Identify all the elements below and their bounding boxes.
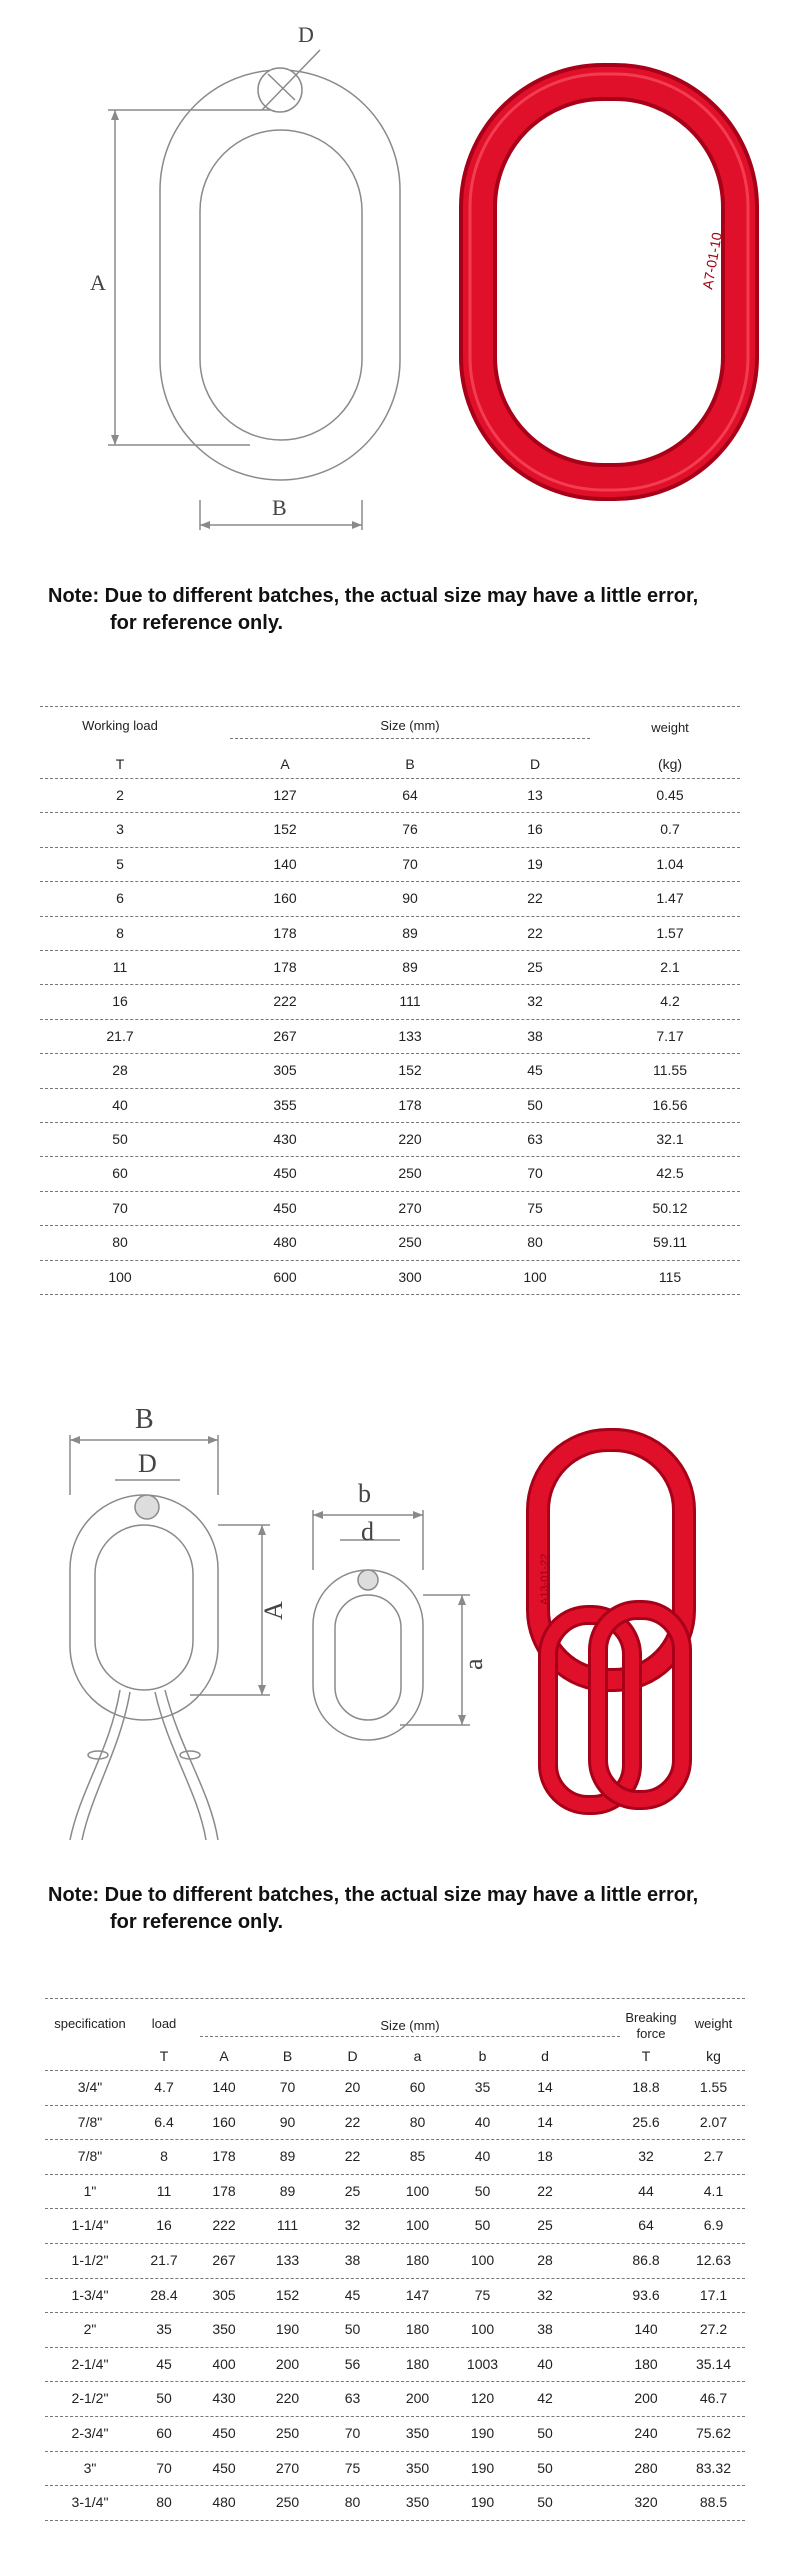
table-row bbox=[40, 812, 740, 847]
table-cell: 127 bbox=[273, 787, 297, 803]
table-cell: 160 bbox=[212, 2113, 236, 2130]
note-line1: Due to different batches, the actual size may have a little error, bbox=[104, 585, 699, 607]
table-cell: 178 bbox=[212, 2182, 236, 2199]
table-cell: 4.1 bbox=[703, 2182, 724, 2199]
table-cell: 42.5 bbox=[656, 1165, 684, 1182]
table-row bbox=[45, 2174, 745, 2210]
table-cell: 2.07 bbox=[699, 2113, 728, 2130]
table-row bbox=[40, 1191, 740, 1226]
table-cell: 2" bbox=[83, 2321, 97, 2338]
subheader-cell: b bbox=[478, 2048, 487, 2064]
table-cell: 1.55 bbox=[699, 2079, 728, 2095]
table-cell: 178 bbox=[212, 2148, 236, 2165]
table-cell: 35 bbox=[156, 2321, 172, 2338]
master-link-assembly-photo bbox=[538, 1440, 684, 1805]
table-cell: 250 bbox=[275, 2425, 300, 2441]
master-link-photo bbox=[470, 74, 748, 490]
table-cell: 300 bbox=[398, 1268, 422, 1285]
table-cell: 16 bbox=[527, 821, 543, 838]
table-row bbox=[40, 1225, 740, 1260]
note2-line1: Due to different batches, the actual size may have a little error, bbox=[104, 1884, 699, 1906]
table-cell: 89 bbox=[402, 924, 418, 941]
table-cell: 32 bbox=[638, 2148, 654, 2165]
table-cell: 70 bbox=[279, 2079, 296, 2095]
table-cell: 50.12 bbox=[652, 1199, 688, 1216]
table-cell: 4.7 bbox=[154, 2079, 174, 2095]
table-cell: 270 bbox=[275, 2459, 300, 2476]
table-cell: 70 bbox=[344, 2425, 361, 2441]
table-cell: 50 bbox=[474, 2217, 491, 2234]
dim-label-D: D bbox=[298, 22, 314, 47]
col2-weight: weight bbox=[694, 2016, 733, 2031]
table-cell: 64 bbox=[402, 787, 418, 803]
table-cell: 32 bbox=[537, 2286, 553, 2303]
note2-prefix: Note: bbox=[48, 1884, 100, 1906]
col2-size: Size (mm) bbox=[380, 2018, 440, 2033]
table-row bbox=[45, 2278, 745, 2314]
stamp-text-2: A13-01-22 bbox=[539, 1553, 551, 1605]
table-cell: 222 bbox=[212, 2217, 236, 2234]
table-cell: 250 bbox=[398, 1165, 422, 1182]
table-cell: 35 bbox=[474, 2079, 491, 2095]
table-cell: 190 bbox=[470, 2459, 495, 2476]
table-cell: 42 bbox=[537, 2390, 553, 2407]
table-cell: 22 bbox=[344, 2113, 361, 2130]
table-cell: 0.45 bbox=[656, 787, 684, 803]
table-cell: 200 bbox=[634, 2390, 658, 2407]
table-cell: 8 bbox=[160, 2148, 168, 2165]
table-cell: 152 bbox=[398, 1062, 422, 1079]
dim-label-B: B bbox=[272, 495, 287, 520]
table2-subheader bbox=[45, 2044, 745, 2068]
table-cell: 2 bbox=[116, 787, 124, 803]
table-cell: 89 bbox=[402, 959, 418, 975]
dim2-label-B: B bbox=[135, 1404, 154, 1435]
table-cell: 90 bbox=[279, 2113, 296, 2130]
table-cell: 120 bbox=[470, 2390, 495, 2407]
table-cell: 50 bbox=[344, 2321, 361, 2338]
table-row bbox=[40, 1053, 740, 1088]
table-cell: 38 bbox=[537, 2321, 553, 2338]
table-cell: 350 bbox=[405, 2459, 430, 2476]
subheader-cell: T bbox=[641, 2048, 651, 2064]
table-cell: 3 bbox=[116, 821, 124, 838]
table-row bbox=[40, 984, 740, 1019]
spec-table-1 bbox=[40, 706, 740, 1306]
table-cell: 140 bbox=[212, 2079, 236, 2095]
table-cell: 90 bbox=[402, 890, 418, 907]
table-cell: 25.6 bbox=[632, 2113, 660, 2130]
table-cell: 100 bbox=[108, 1268, 132, 1285]
table-cell: 4.2 bbox=[660, 993, 680, 1010]
table-cell: 450 bbox=[273, 1199, 297, 1216]
table-cell: 93.6 bbox=[632, 2286, 660, 2303]
table-cell: 2-1/2" bbox=[71, 2390, 109, 2407]
table-cell: 115 bbox=[658, 1268, 682, 1285]
table-cell: 200 bbox=[405, 2390, 430, 2407]
col2-breaking-2: force bbox=[636, 2026, 666, 2041]
table-cell: 0.7 bbox=[660, 821, 680, 838]
subheader-cell: A bbox=[280, 756, 290, 772]
table-cell: 190 bbox=[470, 2425, 495, 2441]
spec-table-2 bbox=[45, 1998, 745, 2548]
col2-load: load bbox=[151, 2016, 177, 2031]
table-cell: 1.47 bbox=[656, 890, 684, 907]
table-cell: 1-3/4" bbox=[71, 2286, 109, 2303]
inner-outline bbox=[200, 130, 362, 440]
table-cell: 35.14 bbox=[695, 2355, 732, 2372]
table-cell: 430 bbox=[212, 2390, 236, 2407]
table-cell: 13 bbox=[527, 787, 543, 803]
master-link-diagram bbox=[0, 0, 790, 560]
dim2-label-D: D bbox=[138, 1449, 157, 1478]
table-cell: 16.56 bbox=[652, 1096, 688, 1113]
table-cell: 2.1 bbox=[660, 959, 680, 975]
table-cell: 6 bbox=[116, 890, 124, 907]
note-line2: for reference only. bbox=[110, 612, 284, 634]
table-row bbox=[40, 778, 740, 813]
table-row bbox=[40, 916, 740, 951]
table-cell: 70 bbox=[527, 1165, 543, 1182]
table-cell: 350 bbox=[405, 2494, 430, 2511]
table-cell: 25 bbox=[537, 2217, 553, 2234]
table-cell: 305 bbox=[212, 2286, 236, 2303]
table-cell: 22 bbox=[537, 2182, 553, 2199]
table-row bbox=[45, 2381, 745, 2417]
table-cell: 1.57 bbox=[656, 924, 684, 941]
table-cell: 1.04 bbox=[656, 855, 684, 872]
table-cell: 27.2 bbox=[699, 2321, 728, 2338]
note-1 bbox=[48, 583, 698, 637]
note-2 bbox=[48, 1882, 698, 1936]
subheader-cell: T bbox=[159, 2048, 169, 2064]
table-cell: 8 bbox=[116, 924, 124, 941]
table-row bbox=[45, 2416, 745, 2452]
table-cell: 600 bbox=[273, 1268, 297, 1285]
table-row bbox=[45, 2243, 745, 2279]
table-row bbox=[45, 2347, 745, 2383]
table-cell: 83.32 bbox=[695, 2459, 732, 2476]
table-cell: 17.1 bbox=[699, 2286, 728, 2303]
table-row bbox=[40, 1019, 740, 1054]
table-cell: 22 bbox=[344, 2148, 361, 2165]
table-row bbox=[45, 2451, 745, 2487]
table-cell: 50 bbox=[474, 2182, 491, 2199]
col2-breaking-1: Breaking bbox=[625, 2010, 677, 2025]
table-cell: 75 bbox=[344, 2459, 361, 2476]
table-cell: 60 bbox=[112, 1165, 128, 1182]
table-cell: 280 bbox=[634, 2459, 658, 2476]
table-cell: 21.7 bbox=[106, 1027, 134, 1044]
table-cell: 11.55 bbox=[653, 1062, 687, 1079]
table-cell: 60 bbox=[409, 2079, 426, 2095]
col-working-load: Working load bbox=[82, 718, 158, 733]
table-cell: 3/4" bbox=[77, 2079, 103, 2095]
table-cell: 133 bbox=[275, 2252, 300, 2268]
table-cell: 75 bbox=[527, 1199, 543, 1216]
table-cell: 50 bbox=[112, 1131, 128, 1147]
table-cell: 430 bbox=[273, 1131, 297, 1147]
table-cell: 350 bbox=[405, 2425, 430, 2441]
table-cell: 50 bbox=[537, 2494, 553, 2511]
table-cell: 6.9 bbox=[703, 2217, 724, 2234]
dim2-label-a: a bbox=[459, 1658, 488, 1670]
table-cell: 44 bbox=[638, 2182, 654, 2199]
table-cell: 75.62 bbox=[695, 2425, 732, 2441]
table-cell: 28 bbox=[537, 2252, 553, 2268]
subheader-cell: B bbox=[282, 2048, 293, 2064]
table-row bbox=[40, 950, 740, 985]
table-cell: 267 bbox=[212, 2252, 236, 2268]
table-cell: 140 bbox=[634, 2321, 658, 2338]
table-cell: 80 bbox=[409, 2113, 426, 2130]
table-cell: 152 bbox=[273, 821, 297, 838]
table-cell: 80 bbox=[527, 1234, 543, 1251]
subheader-cell: (kg) bbox=[657, 756, 683, 772]
table-cell: 80 bbox=[112, 1234, 128, 1251]
table-cell: 267 bbox=[273, 1027, 297, 1044]
table-row bbox=[40, 1260, 740, 1295]
table-cell: 250 bbox=[398, 1234, 422, 1251]
table-cell: 50 bbox=[527, 1096, 543, 1113]
table-cell: 7/8" bbox=[77, 2113, 103, 2130]
table-cell: 45 bbox=[344, 2286, 361, 2303]
table-cell: 56 bbox=[344, 2355, 361, 2372]
table-cell: 160 bbox=[273, 890, 297, 907]
dim2-label-d: d bbox=[361, 1517, 374, 1546]
table-cell: 46.7 bbox=[699, 2390, 728, 2407]
table-cell: 40 bbox=[112, 1096, 128, 1113]
table-cell: 270 bbox=[398, 1199, 422, 1216]
table-cell: 2-1/4" bbox=[71, 2355, 109, 2372]
table-cell: 1-1/2" bbox=[71, 2252, 109, 2268]
table-cell: 14 bbox=[537, 2079, 553, 2095]
table-cell: 6.4 bbox=[154, 2113, 174, 2130]
table-cell: 25 bbox=[344, 2182, 361, 2199]
table-cell: 152 bbox=[275, 2286, 300, 2303]
table-cell: 14 bbox=[537, 2113, 553, 2130]
table-cell: 180 bbox=[405, 2355, 430, 2372]
table-cell: 400 bbox=[212, 2355, 236, 2372]
table-row bbox=[40, 1156, 740, 1191]
subheader-cell: B bbox=[405, 756, 415, 772]
table-cell: 178 bbox=[273, 924, 297, 941]
table-cell: 21.7 bbox=[150, 2252, 178, 2268]
subheader-cell: T bbox=[115, 756, 125, 772]
table-cell: 111 bbox=[276, 2217, 299, 2234]
table-cell: 25 bbox=[527, 959, 543, 975]
note-prefix: Note: bbox=[48, 585, 100, 607]
table-row bbox=[45, 2485, 745, 2521]
table-cell: 180 bbox=[405, 2252, 430, 2268]
table-cell: 1-1/4" bbox=[71, 2217, 109, 2234]
table-cell: 38 bbox=[527, 1027, 543, 1044]
table-cell: 100 bbox=[405, 2182, 430, 2199]
table-cell: 100 bbox=[470, 2321, 495, 2338]
stamp-text: A7-01-10 bbox=[699, 231, 725, 291]
table-cell: 111 bbox=[399, 993, 421, 1010]
table-cell: 45 bbox=[156, 2355, 172, 2372]
table-cell: 100 bbox=[405, 2217, 430, 2234]
outer-outline bbox=[160, 70, 400, 480]
table-cell: 80 bbox=[344, 2494, 361, 2511]
table-cell: 1" bbox=[83, 2182, 97, 2199]
note2-line2: for reference only. bbox=[110, 1911, 284, 1933]
table-row bbox=[40, 881, 740, 916]
table-cell: 11 bbox=[112, 959, 128, 975]
col2-specification: specification bbox=[54, 2016, 126, 2031]
table-cell: 222 bbox=[273, 993, 297, 1010]
table-cell: 32 bbox=[344, 2217, 361, 2234]
table-cell: 40 bbox=[474, 2148, 491, 2165]
table-row bbox=[45, 2070, 745, 2106]
table-cell: 32.1 bbox=[656, 1131, 684, 1147]
subheader-cell: D bbox=[529, 756, 541, 772]
table-cell: 305 bbox=[273, 1062, 297, 1079]
subheader-cell: kg bbox=[706, 2048, 721, 2064]
table-cell: 480 bbox=[212, 2494, 236, 2511]
table-cell: 38 bbox=[344, 2252, 361, 2268]
table-cell: 64 bbox=[638, 2217, 654, 2234]
table-cell: 100 bbox=[523, 1268, 547, 1285]
table-cell: 1003 bbox=[466, 2355, 499, 2372]
table-cell: 12.63 bbox=[695, 2252, 732, 2268]
table-cell: 450 bbox=[212, 2425, 236, 2441]
table-cell: 50 bbox=[537, 2459, 553, 2476]
table-cell: 40 bbox=[474, 2113, 491, 2130]
subheader-cell: A bbox=[219, 2048, 229, 2064]
table-row bbox=[45, 2105, 745, 2141]
table-cell: 18 bbox=[537, 2148, 553, 2165]
table-row bbox=[40, 1122, 740, 1157]
table-cell: 45 bbox=[527, 1062, 543, 1079]
table-cell: 7/8" bbox=[77, 2148, 103, 2165]
table-cell: 40 bbox=[537, 2355, 553, 2372]
table-cell: 63 bbox=[344, 2390, 361, 2407]
table-cell: 5 bbox=[116, 855, 124, 872]
table-cell: 220 bbox=[398, 1131, 422, 1147]
table-cell: 22 bbox=[527, 890, 543, 907]
table-cell: 240 bbox=[634, 2425, 658, 2441]
table-cell: 50 bbox=[156, 2390, 172, 2407]
table-cell: 22 bbox=[527, 924, 543, 941]
table-cell: 450 bbox=[273, 1165, 297, 1182]
table-cell: 3" bbox=[83, 2459, 97, 2476]
table-cell: 190 bbox=[470, 2494, 495, 2511]
table-cell: 63 bbox=[527, 1131, 543, 1147]
dim2-label-A: A bbox=[259, 1601, 288, 1620]
table-cell: 147 bbox=[405, 2286, 430, 2303]
table-cell: 7.17 bbox=[656, 1027, 684, 1044]
table-cell: 19 bbox=[527, 855, 543, 872]
subheader-cell: d bbox=[541, 2048, 549, 2064]
table-cell: 355 bbox=[273, 1096, 297, 1113]
table-cell: 18.8 bbox=[632, 2079, 660, 2095]
table-cell: 50 bbox=[537, 2425, 553, 2441]
table-cell: 32 bbox=[527, 993, 543, 1010]
table-cell: 60 bbox=[156, 2425, 172, 2441]
table-cell: 200 bbox=[275, 2355, 300, 2372]
table-cell: 80 bbox=[156, 2494, 172, 2511]
table-cell: 100 bbox=[470, 2252, 495, 2268]
table-cell: 3-1/4" bbox=[71, 2494, 109, 2511]
table-cell: 320 bbox=[634, 2494, 658, 2511]
table-cell: 16 bbox=[112, 993, 128, 1010]
table-cell: 16 bbox=[156, 2217, 172, 2234]
table-cell: 2-3/4" bbox=[71, 2425, 109, 2441]
table-row bbox=[45, 2139, 745, 2175]
table-row bbox=[45, 2208, 745, 2244]
table-cell: 220 bbox=[275, 2390, 300, 2407]
table-cell: 89 bbox=[279, 2148, 296, 2165]
table-cell: 11 bbox=[156, 2182, 172, 2199]
subheader-cell: D bbox=[347, 2048, 358, 2064]
table-cell: 88.5 bbox=[699, 2494, 728, 2511]
table-cell: 180 bbox=[634, 2355, 658, 2372]
table-cell: 20 bbox=[344, 2079, 361, 2095]
table-cell: 480 bbox=[273, 1234, 297, 1251]
dim-label-A: A bbox=[90, 270, 106, 295]
table-cell: 85 bbox=[409, 2148, 426, 2165]
col-size: Size (mm) bbox=[380, 718, 440, 733]
table-row bbox=[45, 2312, 745, 2348]
table-cell: 70 bbox=[112, 1199, 128, 1216]
table-cell: 350 bbox=[212, 2321, 236, 2338]
table1-subheader bbox=[40, 752, 740, 776]
col-weight: weight bbox=[651, 720, 689, 735]
table-cell: 28 bbox=[112, 1062, 128, 1079]
table-row bbox=[40, 847, 740, 882]
table-cell: 450 bbox=[212, 2459, 236, 2476]
master-link-assembly-diagram bbox=[0, 1370, 790, 1910]
table-cell: 89 bbox=[279, 2182, 296, 2199]
table-cell: 28.4 bbox=[150, 2286, 178, 2303]
table-cell: 190 bbox=[275, 2321, 300, 2338]
table-cell: 76 bbox=[402, 821, 418, 838]
table-cell: 70 bbox=[402, 855, 418, 872]
table-cell: 133 bbox=[398, 1027, 422, 1044]
table-cell: 2.7 bbox=[703, 2148, 724, 2165]
subheader-cell: a bbox=[413, 2048, 422, 2064]
table-cell: 75 bbox=[474, 2286, 491, 2303]
dim2-label-b: b bbox=[358, 1479, 371, 1508]
table-cell: 178 bbox=[398, 1096, 422, 1113]
table-cell: 59.11 bbox=[653, 1234, 687, 1251]
table-cell: 70 bbox=[156, 2459, 172, 2476]
table-cell: 180 bbox=[405, 2321, 430, 2338]
table-cell: 140 bbox=[273, 855, 297, 872]
table-cell: 86.8 bbox=[632, 2252, 660, 2268]
table-cell: 250 bbox=[275, 2494, 300, 2511]
table-cell: 178 bbox=[273, 959, 297, 975]
table-row bbox=[40, 1088, 740, 1123]
